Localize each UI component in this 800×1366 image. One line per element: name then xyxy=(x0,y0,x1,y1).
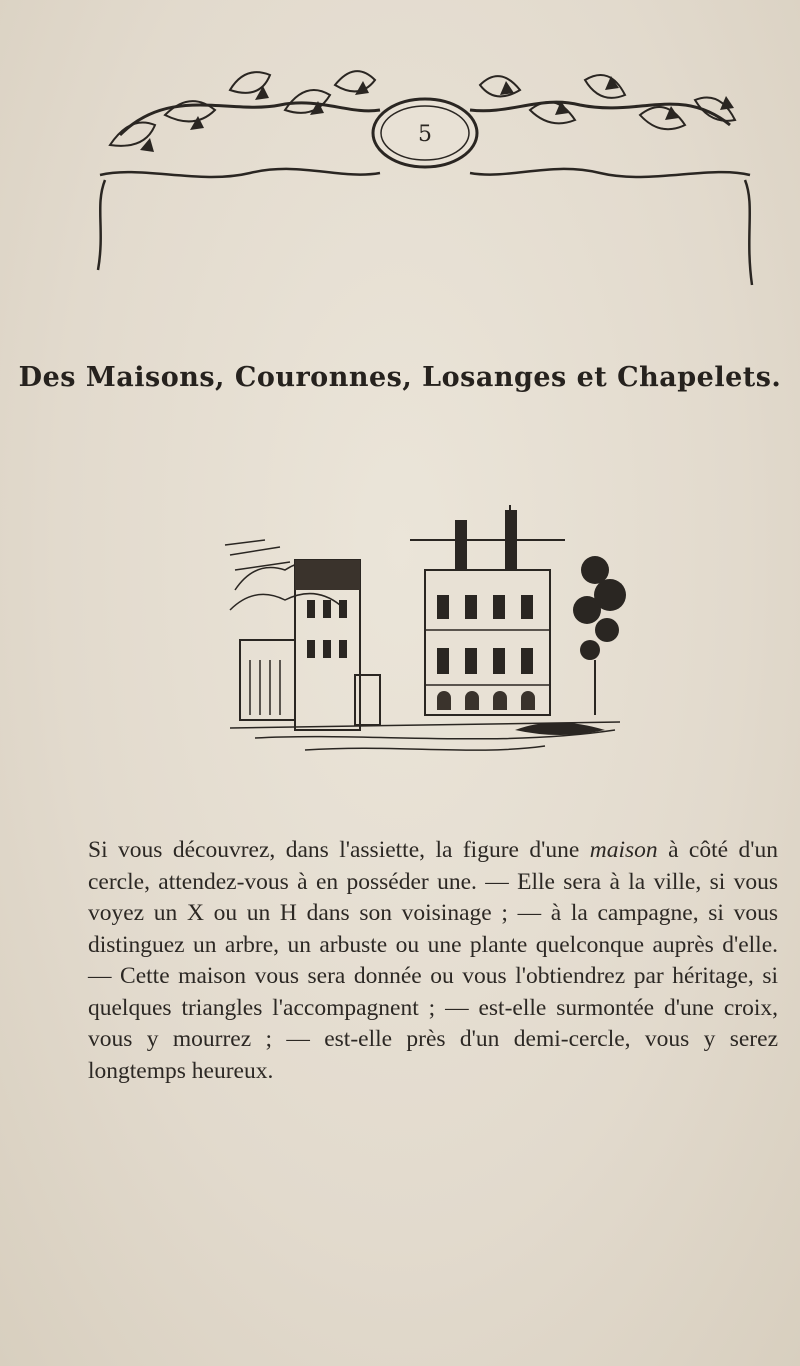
body-text-italic: maison xyxy=(589,837,658,863)
page-number: 5 xyxy=(418,122,432,147)
body-text-rest: à côté d'un cercle, attendez-vous à en posséder une. — Elle sera à la ville, si vous voyez un X ou un H dans son voisinage ; — à la campagne, si vous distinguez un arbre, un arbuste ou une plante quelconque auprès d'elle. — Cette maison vous sera donnée ou vous l'obtiendrez par héritage, si quelques triangles l'accompagnent ; — est-elle surmontée d'une croix, vous y mourrez ; — est-elle près d'un demi-cercle, vous y serez longtemps heureux. xyxy=(88,837,778,1084)
body-text-start: Si vous découvrez, dans l'assiette, la figure d'une xyxy=(88,837,590,863)
section-heading: Des Maisons, Couronnes, Losanges et Chapelets. xyxy=(18,362,782,393)
body-paragraph xyxy=(88,835,778,1087)
header-ornament xyxy=(80,55,770,295)
house-illustration xyxy=(215,500,635,770)
